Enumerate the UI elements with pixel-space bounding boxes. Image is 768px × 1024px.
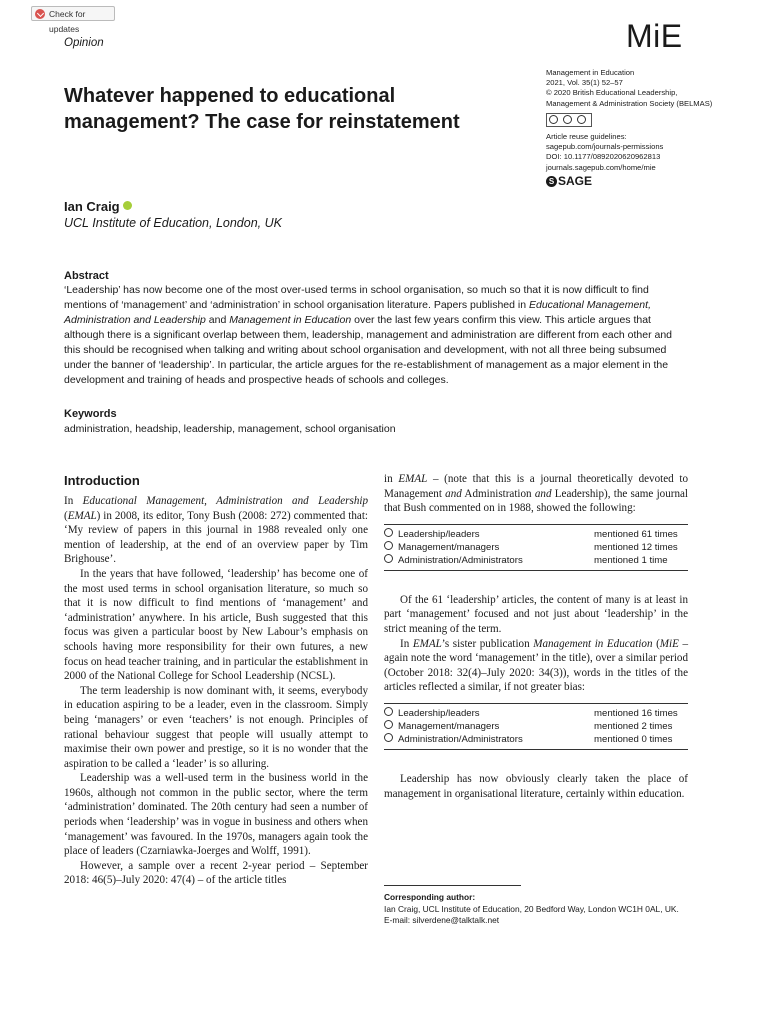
paragraph: The term leadership is now dominant with, it seems, everybody in education aspiring to be a leader, even in the classroom. Simply being ‘managers’ or even ‘teachers’ is not enough. Principles of rational behaviour suggest that people will usually attempt to maximise their own power and prestige, so it is no wonder that the aspiration to be called a ‘leader’ is so alluring.	[64, 684, 368, 770]
journal-name: Management in Education	[546, 68, 635, 77]
journal-logo: MiE	[626, 18, 683, 54]
paragraph: Of the 61 ‘leadership’ articles, the content of many is at least in part ‘management’ focused and not just about ‘leadership’ in the strict meaning of the term.	[384, 593, 688, 635]
mie-count-table	[384, 703, 688, 750]
check-for-updates-button[interactable]	[31, 6, 115, 34]
corresponding-heading: Corresponding author:	[384, 892, 476, 902]
paragraph: In EMAL’s sister publication Management in Education (MiE – again note the word ‘management’ in the title), over a similar period (October 2018: 32(4)–July 2020: 34(3)), words in the titles of the articles reflected a similar, if not greater bias:	[384, 637, 688, 694]
table-row: Management/managers mentioned 2 times	[384, 720, 688, 733]
check-updates-icon	[35, 9, 45, 19]
left-column-body	[64, 494, 368, 888]
paragraph: Leadership was a well-used term in the business world in the 1960s, although not common in the public sector, where the term ‘administration’ dominated. The 20th century had seen a number of periods when ‘leadership’ was in vogue in business and others when ‘management’ was favoured. In the 1970s, managers again took the place of leaders (Czarniawka-Joerges and Wolff, 1991).	[64, 772, 368, 858]
divider	[384, 885, 521, 886]
table-row: Administration/Administrators mentioned 0 times	[384, 733, 688, 746]
sage-logo-icon: S	[546, 176, 557, 187]
orcid-icon[interactable]	[123, 201, 132, 210]
abstract-heading: Abstract	[64, 270, 109, 282]
author-name	[64, 199, 132, 214]
paragraph: In Educational Management, Administration and Leadership (EMAL) in 2008, its editor, Tony Bush (2008: 272) commented that: ‘My review of papers in this journal in 1988 revealed only one mention of leadership, at the end of an overview paper by Tim Brighouse’.	[64, 495, 368, 566]
paragraph: In the years that have followed, ‘leadership’ has become one of the most used terms in school organisation literature, so much so that it is now difficult to find mentions of ‘management’ and ‘administration’ anywhere. In his article, Bush suggested that this focus was given a particular boost by New Labour’s emphasis on schools having more responsibility for their own futures, a new focus on head teacher training, and in particular the establishment in 2000 of the National College for School Leadership (NCSL).	[64, 567, 368, 683]
corresponding-address: Ian Craig, UCL Institute of Education, 20 Bedford Way, London WC1H 0AL, UK.	[384, 903, 679, 914]
introduction-heading: Introduction	[64, 473, 140, 488]
creative-commons-icon	[546, 113, 592, 127]
reuse-link[interactable]: sagepub.com/journals-permissions	[546, 142, 664, 152]
author-affiliation: UCL Institute of Education, London, UK	[64, 216, 282, 230]
table-row: Administration/Administrators mentioned 1 time	[384, 554, 688, 567]
volume-line: 2021, Vol. 35(1) 52–57	[546, 78, 623, 88]
reuse-label: Article reuse guidelines:	[546, 132, 627, 142]
doi-line[interactable]: DOI: 10.1177/0892020620962813	[546, 152, 661, 162]
author-name-text: Ian Craig	[64, 199, 120, 214]
paragraph: in EMAL – (note that this is a journal theoretically devoted to Management and Administration and Leadership), the same journal that Bush commented on in 1988, showed the following:	[384, 473, 688, 515]
corresponding-email[interactable]: E-mail: silverdene@talktalk.net	[384, 915, 500, 926]
journal-link[interactable]: journals.sagepub.com/home/mie	[546, 162, 656, 172]
paragraph: Leadership has now obviously clearly taken the place of management in organisational literature, certainly within education.	[384, 772, 688, 800]
paragraph: However, a sample over a recent 2-year period – September 2018: 46(5)–July 2020: 47(4) – of the article titles	[64, 859, 368, 887]
sage-logo	[546, 173, 716, 188]
right-column	[384, 472, 688, 801]
table-row: Management/managers mentioned 12 times	[384, 541, 688, 554]
table-row: Leadership/leaders mentioned 61 times	[384, 528, 688, 541]
copyright-line: © 2020 British Educational Leadership, Management & Administration Society (BELMAS)	[546, 88, 713, 108]
abstract-text: ‘Leadership’ has now become one of the most over-used terms in school organisation, so much so that it is now difficult to find mentions of ‘management’ and ‘administration’ in school organisation literature. Papers published in Educational Management, Administration and Leadership and Management in Education over the last few years confirm this view. This article argues that although there is a significant overlap between them, leadership, management and administration are different from each other and this should be recognised when talking and writing about school organisation and development, with not all three being subsumed under the banner of ‘leadership’. In particular, the article argues for the re-establishment of management as a major element in the development and training of heads and prospective heads of schools and colleges.	[64, 284, 673, 386]
corresponding-author	[384, 892, 694, 927]
emal-count-table	[384, 524, 688, 571]
keywords-heading: Keywords	[64, 408, 117, 420]
journal-meta	[546, 68, 716, 187]
section-label: Opinion	[64, 37, 104, 49]
right-column-body	[384, 472, 688, 801]
keywords-list: administration, headship, leadership, management, school organisation	[64, 423, 396, 435]
table-row: Leadership/leaders mentioned 16 times	[384, 707, 688, 720]
check-updates-label: Check for updates	[49, 9, 86, 34]
article-title: Whatever happened to educational management? The case for reinstatement	[64, 85, 460, 133]
publisher-name: SAGE	[558, 173, 593, 188]
